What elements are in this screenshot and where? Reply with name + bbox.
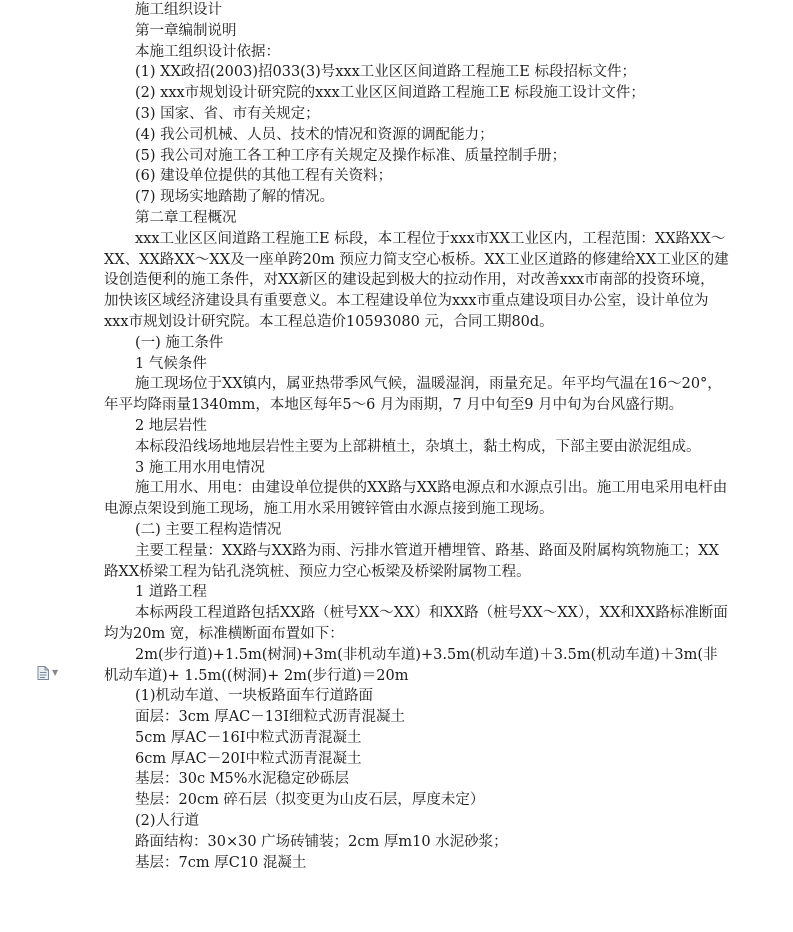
paragraph: 基层：30c M5%水泥稳定砂砾层 xyxy=(135,771,350,788)
paragraph: (2)人行道 xyxy=(135,813,200,830)
paragraph: 本施工组织设计依据： xyxy=(135,43,280,60)
paragraph-marker[interactable] xyxy=(37,666,63,680)
paragraph: 基层：7cm 厚C10 混凝土 xyxy=(135,854,307,871)
paragraph: 施工用水、用电：由建设单位提供的XX路与XX路电源点和水源点引出。施工用电采用电杆由电源点架设到施工现场，施工用水采用镀锌管由水源点接到施工现场。 xyxy=(104,480,728,518)
paragraph: 第二章工程概况 xyxy=(135,209,237,226)
paragraph: (6) 建设单位提供的其他工程有关资料； xyxy=(135,168,393,185)
paragraph: 施工现场位于XX镇内，属亚热带季风气候，温暖湿润，雨量充足。年平均气温在16～20°，年平均降雨量1340mm，本地区每年5～6 月为雨期，7 月中旬至9 月中旬为台风盛行期。 xyxy=(104,376,722,414)
paragraph: (一) 施工条件 xyxy=(135,334,224,351)
paragraph: (二) 主要工程构造情况 xyxy=(135,521,282,538)
paragraph: 3 施工用水用电情况 xyxy=(135,459,265,476)
paragraph: 2m(步行道)+1.5m(树洞)+3m(非机动车道)+3.5m(机动车道)＋3.5m(机动车道)＋3m(非机动车道)+ 1.5m((树洞)+ 2m(步行道)＝20m xyxy=(104,646,718,684)
chevron-down-icon: ▼ xyxy=(52,668,59,677)
paragraph: 垫层：20cm 碎石层（拟变更为山皮石层，厚度未定） xyxy=(135,792,485,809)
paragraph: 主要工程量：XX路与XX路为雨、污排水管道开槽埋管、路基、路面及附属构筑物施工；XX路XX桥梁工程为钻孔浇筑桩、预应力空心板梁及桥梁附属物工程。 xyxy=(104,542,719,580)
paragraph: (3) 国家、省、市有关规定； xyxy=(135,105,320,122)
paragraph: 本标两段工程道路包括XX路（桩号XX～XX）和XX路（桩号XX～XX），XX和XX路标准断面均为20m 宽，标准横断面布置如下： xyxy=(104,605,728,642)
paragraph: (2) xxx市规划设计研究院的xxx工业区区间道路工程施工E 标段施工设计文件； xyxy=(135,85,645,102)
document-icon xyxy=(37,666,49,680)
paragraph: 6cm 厚AC－20Ⅰ中粒式沥青混凝土 xyxy=(135,750,362,767)
paragraph: 施工组织设计 xyxy=(135,2,222,18)
paragraph: (1) XX政招(2003)招033(3)号xxx工业区区间道路工程施工E 标段招标文件； xyxy=(135,64,636,81)
paragraph: (4) 我公司机械、人员、技术的情况和资源的调配能力； xyxy=(135,126,494,143)
paragraph: 1 道路工程 xyxy=(135,584,207,601)
paragraph: 1 气候条件 xyxy=(135,355,207,372)
paragraph: 2 地层岩性 xyxy=(135,417,207,434)
paragraph: (7) 现场实地踏勘了解的情况。 xyxy=(135,189,335,206)
paragraph: (1)机动车道、一块板路面车行道路面 xyxy=(135,688,374,705)
document-body xyxy=(104,0,729,873)
paragraph: (5) 我公司对施工各工种工序有关规定及操作标准、质量控制手册； xyxy=(135,147,567,164)
paragraph: 5cm 厚AC－16Ⅰ中粒式沥青混凝土 xyxy=(135,729,362,746)
paragraph: 路面结构：30×30 广场砖铺装；2cm 厚m10 水泥砂浆； xyxy=(135,833,508,850)
paragraph: 第一章编制说明 xyxy=(135,22,237,39)
paragraph: xxx工业区区间道路工程施工E 标段，本工程位于xxx市XX工业区内，工程范围：XX路XX～XX、XX路XX～XX及一座单跨20m 预应力简支空心板桥。XX工业区道路的修建给XX工业区的建设创造便利的施工条件，对XX新区的建设起到极大的拉动作用，对改善xxx市南部的投资环境，加快该区域经济建设具有重要意义。本工程建设单位为xxx市重点建设项目办公室，设计单位为xxx市规划设计研究院。本工程总造价10593080 元，合同工期80d。 xyxy=(104,230,729,330)
paragraph: 面层：3cm 厚AC－13Ⅰ细粒式沥青混凝土 xyxy=(135,709,405,726)
paragraph: 本标段沿线场地地层岩性主要为上部耕植土，杂填土，黏土构成，下部主要由淤泥组成。 xyxy=(135,438,701,455)
